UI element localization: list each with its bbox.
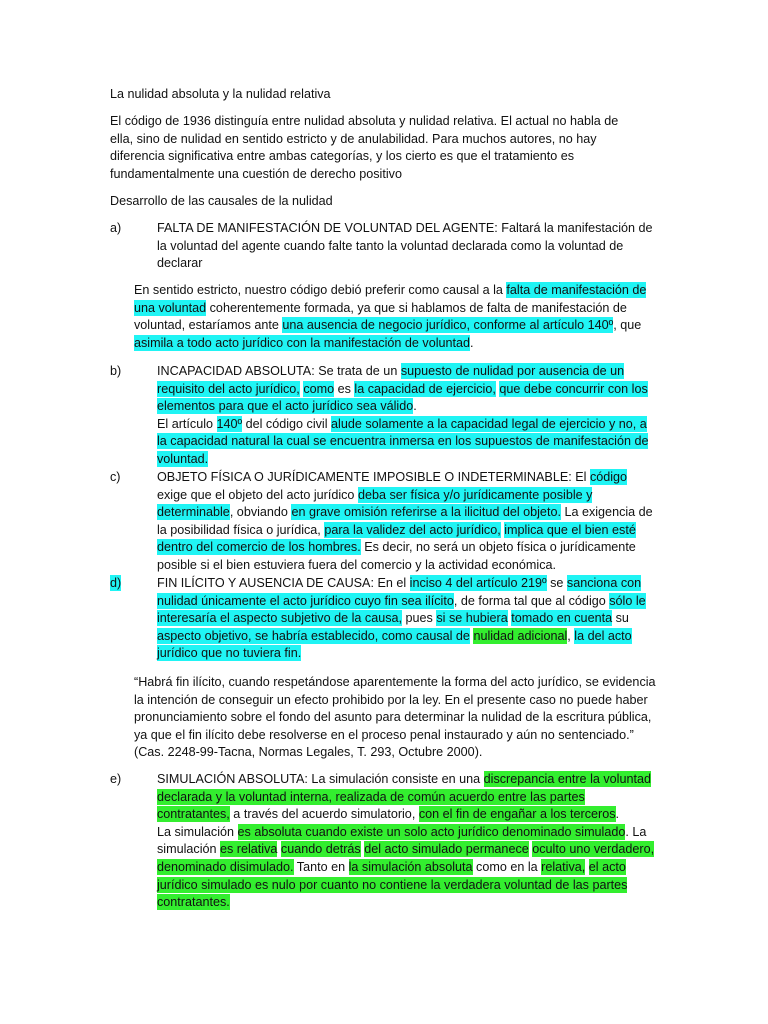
highlight-span: tomado en cuenta xyxy=(511,611,613,626)
highlight-span: es absoluta cuando existe un solo acto jurídico denominado simulado xyxy=(237,824,626,839)
text-span: Es decir, no será un objeto física o jurídicamente posible si el bien estuviera fuera del comercio y la actividad económica. xyxy=(157,540,636,572)
intro-paragraph xyxy=(110,113,640,183)
highlight-span: implica que el bien esté dentro del comercio de los hombres. xyxy=(157,522,636,555)
list-item-a-body xyxy=(157,220,660,273)
text-span: . La simulación xyxy=(157,824,647,857)
highlight-span: es relativa xyxy=(220,842,278,857)
highlight-span: código xyxy=(589,470,628,484)
highlight-span: deba ser física y/o jurídicamente posible y determinable xyxy=(157,487,593,520)
text-span: . xyxy=(413,399,417,414)
list-item-d xyxy=(110,575,660,663)
list-item-c xyxy=(110,469,660,575)
highlight-span: del acto simulado permanece xyxy=(364,842,529,857)
section-heading xyxy=(110,193,670,211)
list-item-d-label: FIN ILÍCITO Y AUSENCIA DE CAUSA: xyxy=(157,576,374,590)
text-span: El artículo xyxy=(157,416,217,431)
highlight-span: falta de manifestación de una voluntad xyxy=(134,283,647,315)
highlight-span: alude solamente a la capacidad legal de ejercicio y no, a la capacidad natural la cual se encuentra inmersa en los supuestos de manifestación de voluntad. xyxy=(157,416,649,466)
highlight-span: oculto uno verdadero, denominado disimulado. xyxy=(157,842,655,874)
highlight-span: cuando detrás xyxy=(280,842,361,857)
list-marker-b: b) xyxy=(110,364,122,378)
highlight-span: en grave omisión referirse a la ilicitud del objeto. xyxy=(291,505,561,520)
list-item-b-body xyxy=(157,363,660,469)
highlight-span: 140º xyxy=(216,416,243,431)
intro-paragraph-text: El código de 1936 distinguía entre nulidad absoluta y nulidad relativa. El actual no habla de ella, sino de nulidad en sentido estricto y de anulabilidad. Para muchos autores, no hay diferencia significativa entre ambas categorías, y los cierto es que el tratamiento es fundamentalmente una cuestión de derecho positivo xyxy=(110,114,619,181)
highlight-span: la capacidad de ejercicio, xyxy=(354,381,496,396)
text-span: a través del acuerdo simulatorio, xyxy=(229,807,419,822)
highlight-span: como xyxy=(303,381,335,396)
document-title-text: La nulidad absoluta y la nulidad relativa xyxy=(110,87,331,101)
list-item-b-para-1 xyxy=(157,363,660,416)
list-item-e xyxy=(110,771,660,912)
list-item-e-para-1 xyxy=(157,771,660,824)
list-item-a-label: FALTA DE MANIFESTACIÓN DE VOLUNTAD DEL AGENTE: xyxy=(157,221,498,235)
highlight-span: el acto jurídico simulado es nulo por cuanto no contiene la verdadera voluntad de las partes contratantes. xyxy=(157,859,628,910)
list-item-e-label: SIMULACIÓN ABSOLUTA: xyxy=(157,772,308,786)
document-title xyxy=(110,86,670,104)
highlight-span: una ausencia de negocio jurídico, conforme al artículo 140º xyxy=(282,318,614,333)
highlight-span: aspecto objetivo, se habría establecido, como causal de xyxy=(157,628,470,643)
list-item-e-body xyxy=(157,771,660,912)
list-marker-e: e) xyxy=(110,772,122,786)
highlight-span: para la validez del acto jurídico, xyxy=(324,522,501,537)
text-span: su xyxy=(612,611,629,626)
highlight-span: asimila a todo acto jurídico con la manifestación de voluntad xyxy=(134,335,471,350)
text-span: , xyxy=(567,628,575,643)
list-item-b-para-2 xyxy=(157,416,660,469)
text-span: Se trata de un xyxy=(314,364,401,378)
section-heading-text: Desarrollo de las causales de la nulidad xyxy=(110,194,333,208)
paragraph-a xyxy=(134,282,656,352)
list-item-a-text: Faltará la manifestación de la voluntad del agente cuando falte tanto la voluntad declarada como la voluntad de declarar xyxy=(157,221,653,271)
text-span: se xyxy=(546,576,567,590)
text-span: es xyxy=(334,381,355,396)
text-span: como en la xyxy=(472,859,542,874)
highlight-span: la del acto jurídico que no tuviera fin. xyxy=(157,628,632,661)
highlight-span: con el fin de engañar a los terceros xyxy=(418,807,616,822)
list-item-d-body xyxy=(157,575,660,663)
highlight-span: que debe concurrir con los elementos para que el acto jurídico sea válido xyxy=(157,381,648,414)
text-span: . xyxy=(615,807,620,822)
list-marker-a: a) xyxy=(110,221,122,235)
text-span: En sentido estricto, nuestro código debió preferir como causal a la xyxy=(134,283,507,297)
highlight-span: sanciona con nulidad únicamente el acto jurídico cuyo fin sea ilícito xyxy=(157,576,642,608)
list-item-b xyxy=(110,363,660,469)
highlight-span: inciso 4 del artículo 219º xyxy=(409,576,547,590)
highlight-span: sólo le interesaría el aspecto subjetivo de la causa, xyxy=(157,593,646,626)
highlight-span: la simulación absoluta xyxy=(348,859,473,874)
list-item-a xyxy=(110,220,660,273)
text-span: pues xyxy=(402,611,437,626)
text-span: En el xyxy=(373,576,410,590)
text-span: La simulación consiste en una xyxy=(307,772,484,786)
text-span: , obviando xyxy=(229,505,292,520)
list-item-c-label: OBJETO FÍSICA O JURÍDICAMENTE IMPOSIBLE O INDETERMINABLE: xyxy=(157,470,572,484)
text-span: del código civil xyxy=(242,416,332,431)
highlight-span: nulidad adicional xyxy=(473,628,568,643)
text-span: coherentemente formada, ya que si hablamos de falta de manifestación de voluntad, estaríamos ante xyxy=(134,300,627,333)
text-span: exige que el objeto del acto jurídico xyxy=(157,487,358,502)
highlight-span: relativa, xyxy=(541,859,586,874)
list-item-e-para-2 xyxy=(157,824,660,912)
list-item-c-body xyxy=(157,469,660,575)
list-marker-c: c) xyxy=(110,470,121,484)
text-span: . xyxy=(470,335,474,350)
text-span: El xyxy=(571,470,590,484)
text-span: La simulación xyxy=(157,824,238,839)
text-span: Tanto en xyxy=(293,859,349,874)
case-quote xyxy=(134,674,656,762)
highlight-span: discrepancia entre la voluntad declarada y la voluntad interna, realizada de común acuerdo entre las partes contratantes, xyxy=(157,772,651,822)
list-marker-d-text: d) xyxy=(110,576,122,590)
text-span: , que xyxy=(613,318,642,333)
highlight-span: supuesto de nulidad por ausencia de un requisito del acto jurídico, xyxy=(157,364,625,396)
list-item-b-label: INCAPACIDAD ABSOLUTA: xyxy=(157,364,315,378)
text-span: La exigencia de la posibilidad física o jurídica, xyxy=(157,505,653,537)
highlight-span: si se hubiera xyxy=(436,611,508,626)
list-marker-d xyxy=(110,575,157,663)
case-quote-text: “Habrá fin ilícito, cuando respetándose aparentemente la forma del acto jurídico, se evidencia la intención de conseguir un efecto prohibido por la ley. En el presente caso no puede haber pronunciamiento sobre el fondo del asunto para determinar la nulidad de la escritura pública, ya que el fin ilícito debe resolverse en el proceso penal instaurado y aún no sentenciado.” (Cas. 2248-99-Tacna, Normas Legales, T. 293, Octubre 2000). xyxy=(134,675,656,760)
text-span: , de forma tal que al código xyxy=(453,593,610,608)
